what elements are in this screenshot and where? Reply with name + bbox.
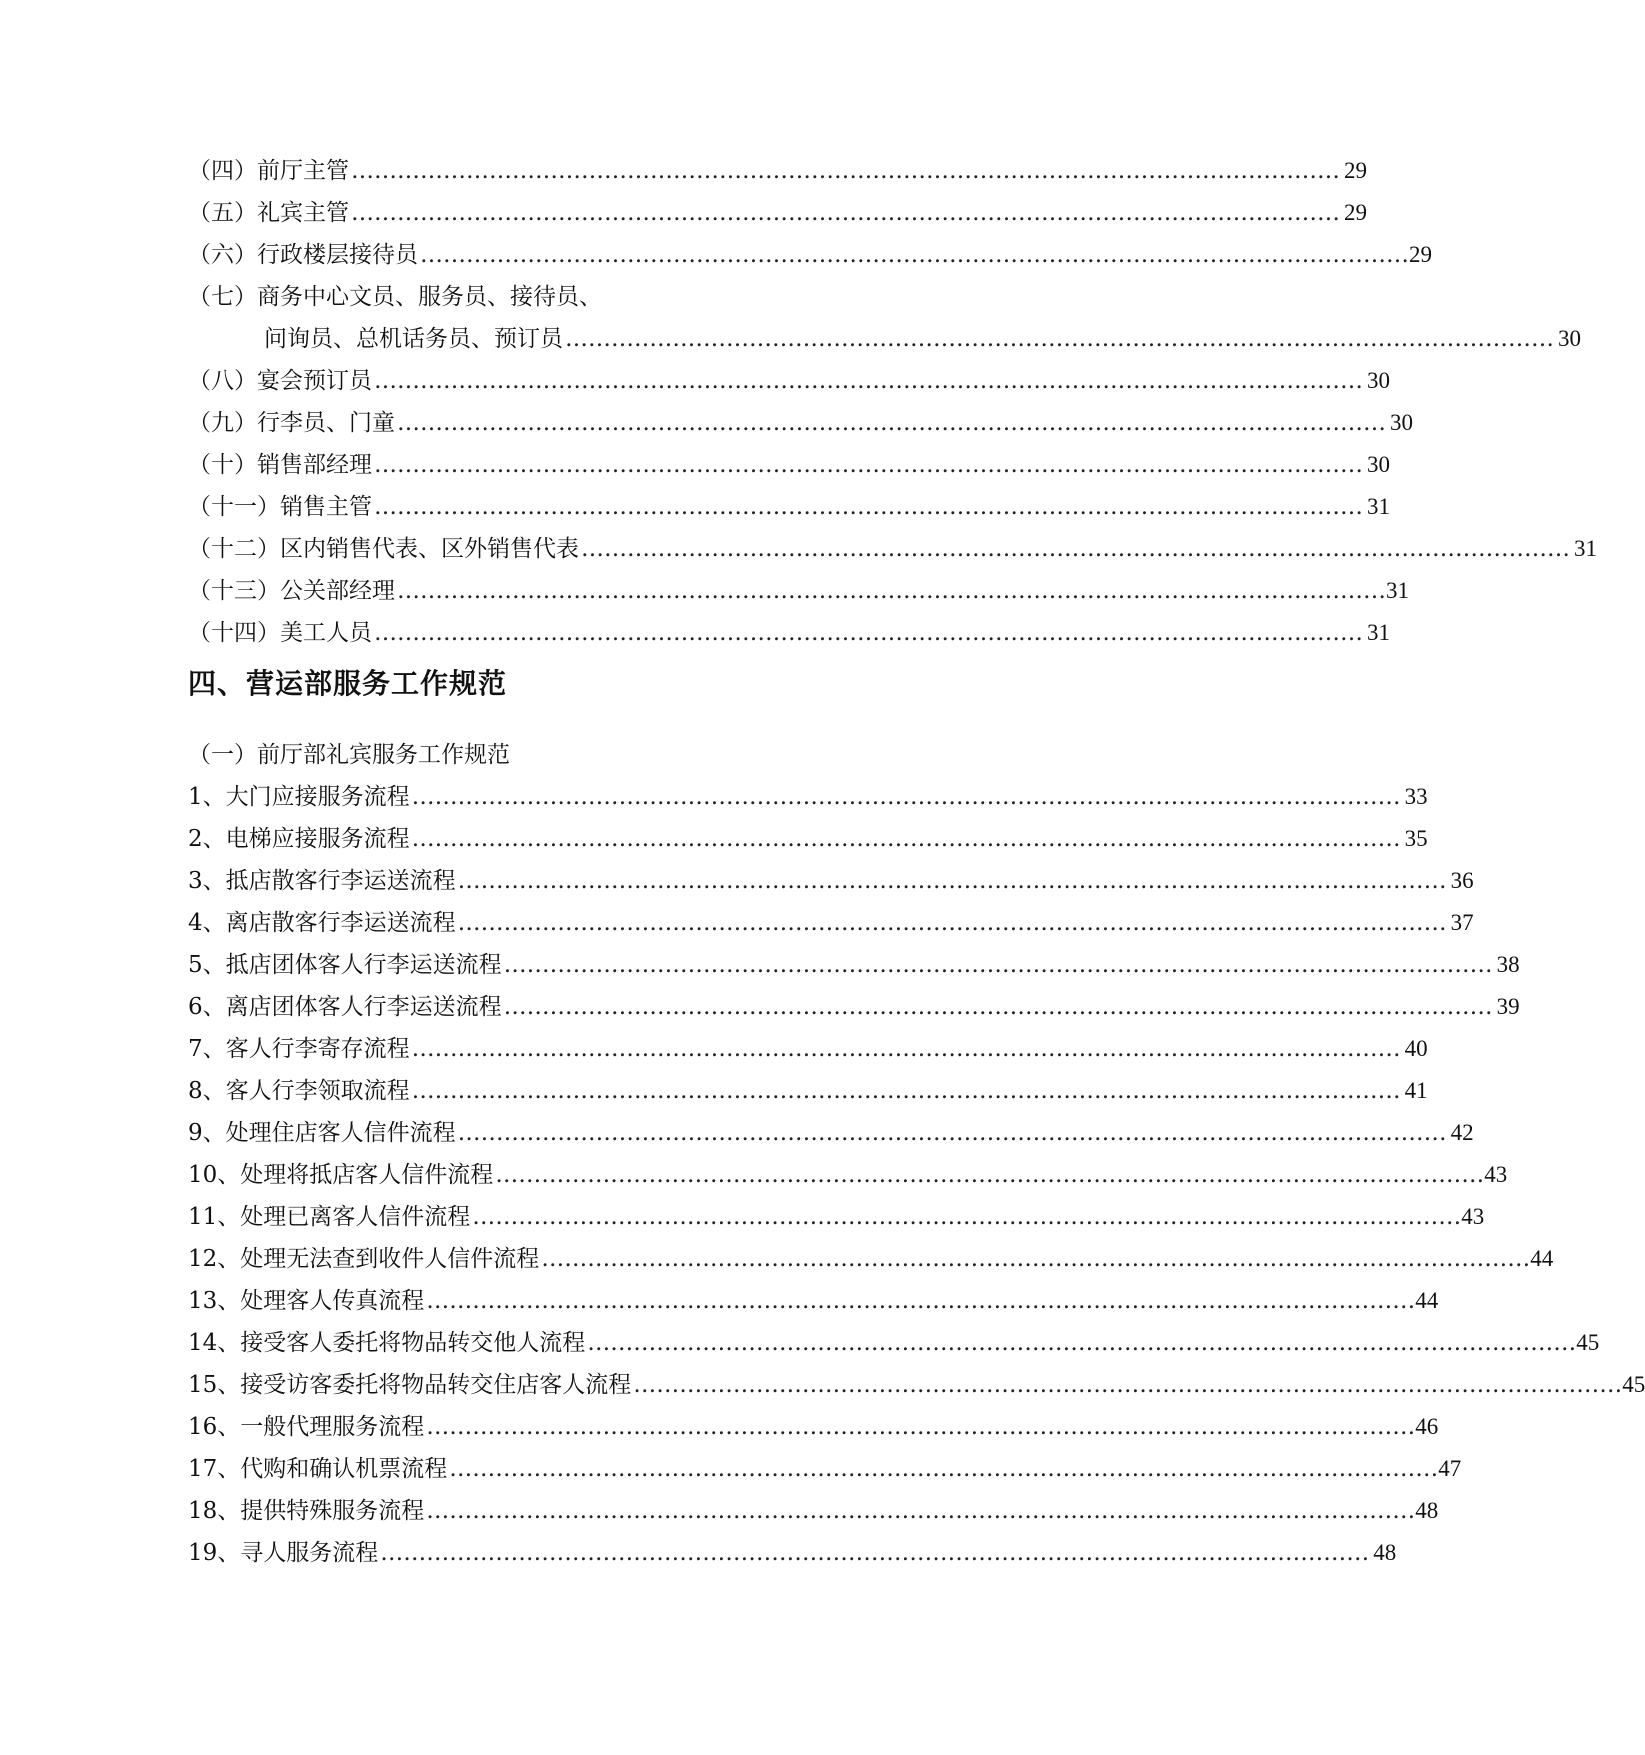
toc-entry-page: 43 (1461, 1204, 1485, 1229)
dot-leader: ………………………………………………………………………………………………………………… (633, 1372, 1623, 1398)
toc-entry-label: 9、处理住店客人信件流程 (188, 1120, 456, 1146)
dot-leader: ………………………………………………………………………………………………………………… (380, 1540, 1370, 1566)
toc-entry-page: 41 (1404, 1078, 1428, 1103)
toc-entry (188, 986, 1520, 1028)
toc-entry-label: 14、接受客人委托将物品转交他人流程 (188, 1330, 586, 1356)
toc-entry-label: 15、接受访客委托将物品转交住店客人流程 (188, 1372, 632, 1398)
toc-entry (188, 902, 1474, 944)
section-heading: 四、营运部服务工作规范 (188, 667, 508, 700)
dot-leader: ………………………………………………………………………………………………………………… (374, 620, 1363, 646)
toc-entry-label: 10、处理将抵店客人信件流程 (188, 1162, 494, 1188)
toc-entry-label: 4、离店散客行李运送流程 (188, 910, 456, 936)
toc-entry-label: 16、一般代理服务流程 (188, 1414, 425, 1440)
toc-entry (188, 1280, 1439, 1322)
dot-leader: ………………………………………………………………………………………………………………… (420, 242, 1409, 268)
subsection-heading: （一）前厅部礼宾服务工作规范 (188, 742, 510, 768)
toc-entry-page: 31 (1367, 494, 1390, 519)
toc-entry (188, 234, 1432, 276)
toc-entry-page: 33 (1404, 784, 1428, 809)
toc-entry-page: 47 (1438, 1456, 1462, 1481)
dot-leader: ………………………………………………………………………………………………………………… (397, 578, 1386, 604)
toc-entry-label: 12、处理无法查到收件人信件流程 (188, 1246, 540, 1272)
toc-entry-page: 30 (1367, 368, 1390, 393)
toc-entry (188, 360, 1390, 402)
toc-entry-label: 3、抵店散客行李运送流程 (188, 868, 456, 894)
toc-entry-label: （九）行李员、门童 (188, 410, 395, 436)
toc-entry-continued (188, 318, 1581, 360)
toc-entry-label: 5、抵店团体客人行李运送流程 (188, 952, 502, 978)
toc-entry-page: 40 (1404, 1036, 1428, 1061)
dot-leader: ………………………………………………………………………………………………………………… (457, 910, 1447, 936)
toc-entry (188, 150, 1367, 192)
toc-entry (188, 486, 1390, 528)
dot-leader: ………………………………………………………………………………………………………………… (411, 784, 1401, 810)
toc-entry-page: 29 (1409, 242, 1432, 267)
toc-entry-label: （四）前厅主管 (188, 158, 349, 184)
toc-entry-label: （七）商务中心文员、服务员、接待员、 (188, 284, 602, 310)
dot-leader: ………………………………………………………………………………………………………………… (351, 158, 1340, 184)
toc-entry (188, 402, 1413, 444)
toc-entry-page: 43 (1484, 1162, 1508, 1187)
toc-entry-page: 35 (1404, 826, 1428, 851)
toc-entry-label: 问询员、总机话务员、预订员 (264, 326, 563, 352)
toc-entry-page: 48 (1373, 1540, 1397, 1565)
dot-leader: ………………………………………………………………………………………………………………… (503, 952, 1493, 978)
dot-leader: ………………………………………………………………………………………………………………… (541, 1246, 1531, 1272)
toc-entry-label: 8、客人行李领取流程 (188, 1078, 410, 1104)
toc-entry (188, 570, 1409, 612)
toc-entry-page: 29 (1344, 158, 1367, 183)
toc-entry-page: 29 (1344, 200, 1367, 225)
toc-entry-page: 30 (1558, 326, 1581, 351)
toc-entry (188, 528, 1597, 570)
toc-entry-label: （十二）区内销售代表、区外销售代表 (188, 536, 579, 562)
toc-entry-page: 42 (1450, 1120, 1474, 1145)
dot-leader: ………………………………………………………………………………………………………………… (449, 1456, 1439, 1482)
table-of-contents (188, 150, 1645, 1574)
toc-entry (188, 818, 1428, 860)
toc-entry (188, 444, 1390, 486)
dot-leader: ………………………………………………………………………………………………………………… (374, 494, 1363, 520)
toc-entry (188, 860, 1474, 902)
toc-entry-label: （六）行政楼层接待员 (188, 242, 418, 268)
dot-leader: ………………………………………………………………………………………………………………… (411, 826, 1401, 852)
toc-entry-page: 45 (1622, 1372, 1645, 1397)
dot-leader: ………………………………………………………………………………………………………………… (457, 868, 1447, 894)
toc-entry-label: （十）销售部经理 (188, 452, 372, 478)
toc-entry-page: 44 (1415, 1288, 1439, 1313)
toc-entry (188, 1154, 1508, 1196)
dot-leader: ………………………………………………………………………………………………………………… (411, 1078, 1401, 1104)
toc-entry-page: 30 (1390, 410, 1413, 435)
toc-entry-label: （十一）销售主管 (188, 494, 372, 520)
toc-entry (188, 1028, 1428, 1070)
toc-entry-page: 46 (1415, 1414, 1439, 1439)
toc-entry-label: 2、电梯应接服务流程 (188, 826, 410, 852)
toc-entry-page: 30 (1367, 452, 1390, 477)
dot-leader: ………………………………………………………………………………………………………………… (472, 1204, 1462, 1230)
toc-entry-label: （十三）公关部经理 (188, 578, 395, 604)
toc-entry (188, 1364, 1645, 1406)
dot-leader: ………………………………………………………………………………………………………………… (374, 368, 1363, 394)
toc-entry (188, 1070, 1428, 1112)
toc-entry (188, 1322, 1600, 1364)
toc-entry-label: 1、大门应接服务流程 (188, 784, 410, 810)
toc-entry-page: 39 (1496, 994, 1520, 1019)
dot-leader: ………………………………………………………………………………………………………………… (495, 1162, 1485, 1188)
toc-entry-label: 17、代购和确认机票流程 (188, 1456, 448, 1482)
toc-entry-label: 13、处理客人传真流程 (188, 1288, 425, 1314)
dot-leader: ………………………………………………………………………………………………………………… (581, 536, 1570, 562)
toc-entry-label: 19、寻人服务流程 (188, 1540, 379, 1566)
toc-entry (188, 1112, 1474, 1154)
toc-entry-page: 37 (1450, 910, 1474, 935)
toc-entry-label: 7、客人行李寄存流程 (188, 1036, 410, 1062)
dot-leader: ………………………………………………………………………………………………………………… (587, 1330, 1577, 1356)
toc-entry (188, 944, 1520, 986)
toc-entry (188, 612, 1390, 654)
toc-entry (188, 1490, 1439, 1532)
toc-entry (188, 192, 1367, 234)
toc-entry-page: 36 (1450, 868, 1474, 893)
dot-leader: ………………………………………………………………………………………………………………… (426, 1288, 1416, 1314)
toc-entry (188, 1406, 1439, 1448)
dot-leader: ………………………………………………………………………………………………………………… (397, 410, 1386, 436)
toc-entry-page: 48 (1415, 1498, 1439, 1523)
toc-entry-label: （五）礼宾主管 (188, 200, 349, 226)
toc-entry-page: 31 (1367, 620, 1390, 645)
toc-entry-page: 45 (1576, 1330, 1600, 1355)
toc-entry (188, 1532, 1397, 1574)
toc-entry-page: 38 (1496, 952, 1520, 977)
dot-leader: ………………………………………………………………………………………………………………… (426, 1414, 1416, 1440)
dot-leader: ………………………………………………………………………………………………………………… (351, 200, 1340, 226)
toc-entry-label: （八）宴会预订员 (188, 368, 372, 394)
dot-leader: ………………………………………………………………………………………………………………… (374, 452, 1363, 478)
toc-entry-page: 31 (1574, 536, 1597, 561)
toc-entry-label: （十四）美工人员 (188, 620, 372, 646)
dot-leader: ………………………………………………………………………………………………………………… (503, 994, 1493, 1020)
toc-entry-label: 11、处理已离客人信件流程 (188, 1204, 471, 1230)
toc-entry (188, 776, 1428, 818)
toc-entry (188, 1196, 1485, 1238)
toc-entry-page: 44 (1530, 1246, 1554, 1271)
toc-entry-label: 6、离店团体客人行李运送流程 (188, 994, 502, 1020)
dot-leader: ………………………………………………………………………………………………………………… (565, 326, 1554, 352)
toc-entry-page: 31 (1386, 578, 1409, 603)
dot-leader: ………………………………………………………………………………………………………………… (457, 1120, 1447, 1146)
toc-entry (188, 1448, 1462, 1490)
toc-entry-label: 18、提供特殊服务流程 (188, 1498, 425, 1524)
toc-entry (188, 1238, 1554, 1280)
dot-leader: ………………………………………………………………………………………………………………… (426, 1498, 1416, 1524)
dot-leader: ………………………………………………………………………………………………………………… (411, 1036, 1401, 1062)
toc-entry (188, 276, 1033, 318)
